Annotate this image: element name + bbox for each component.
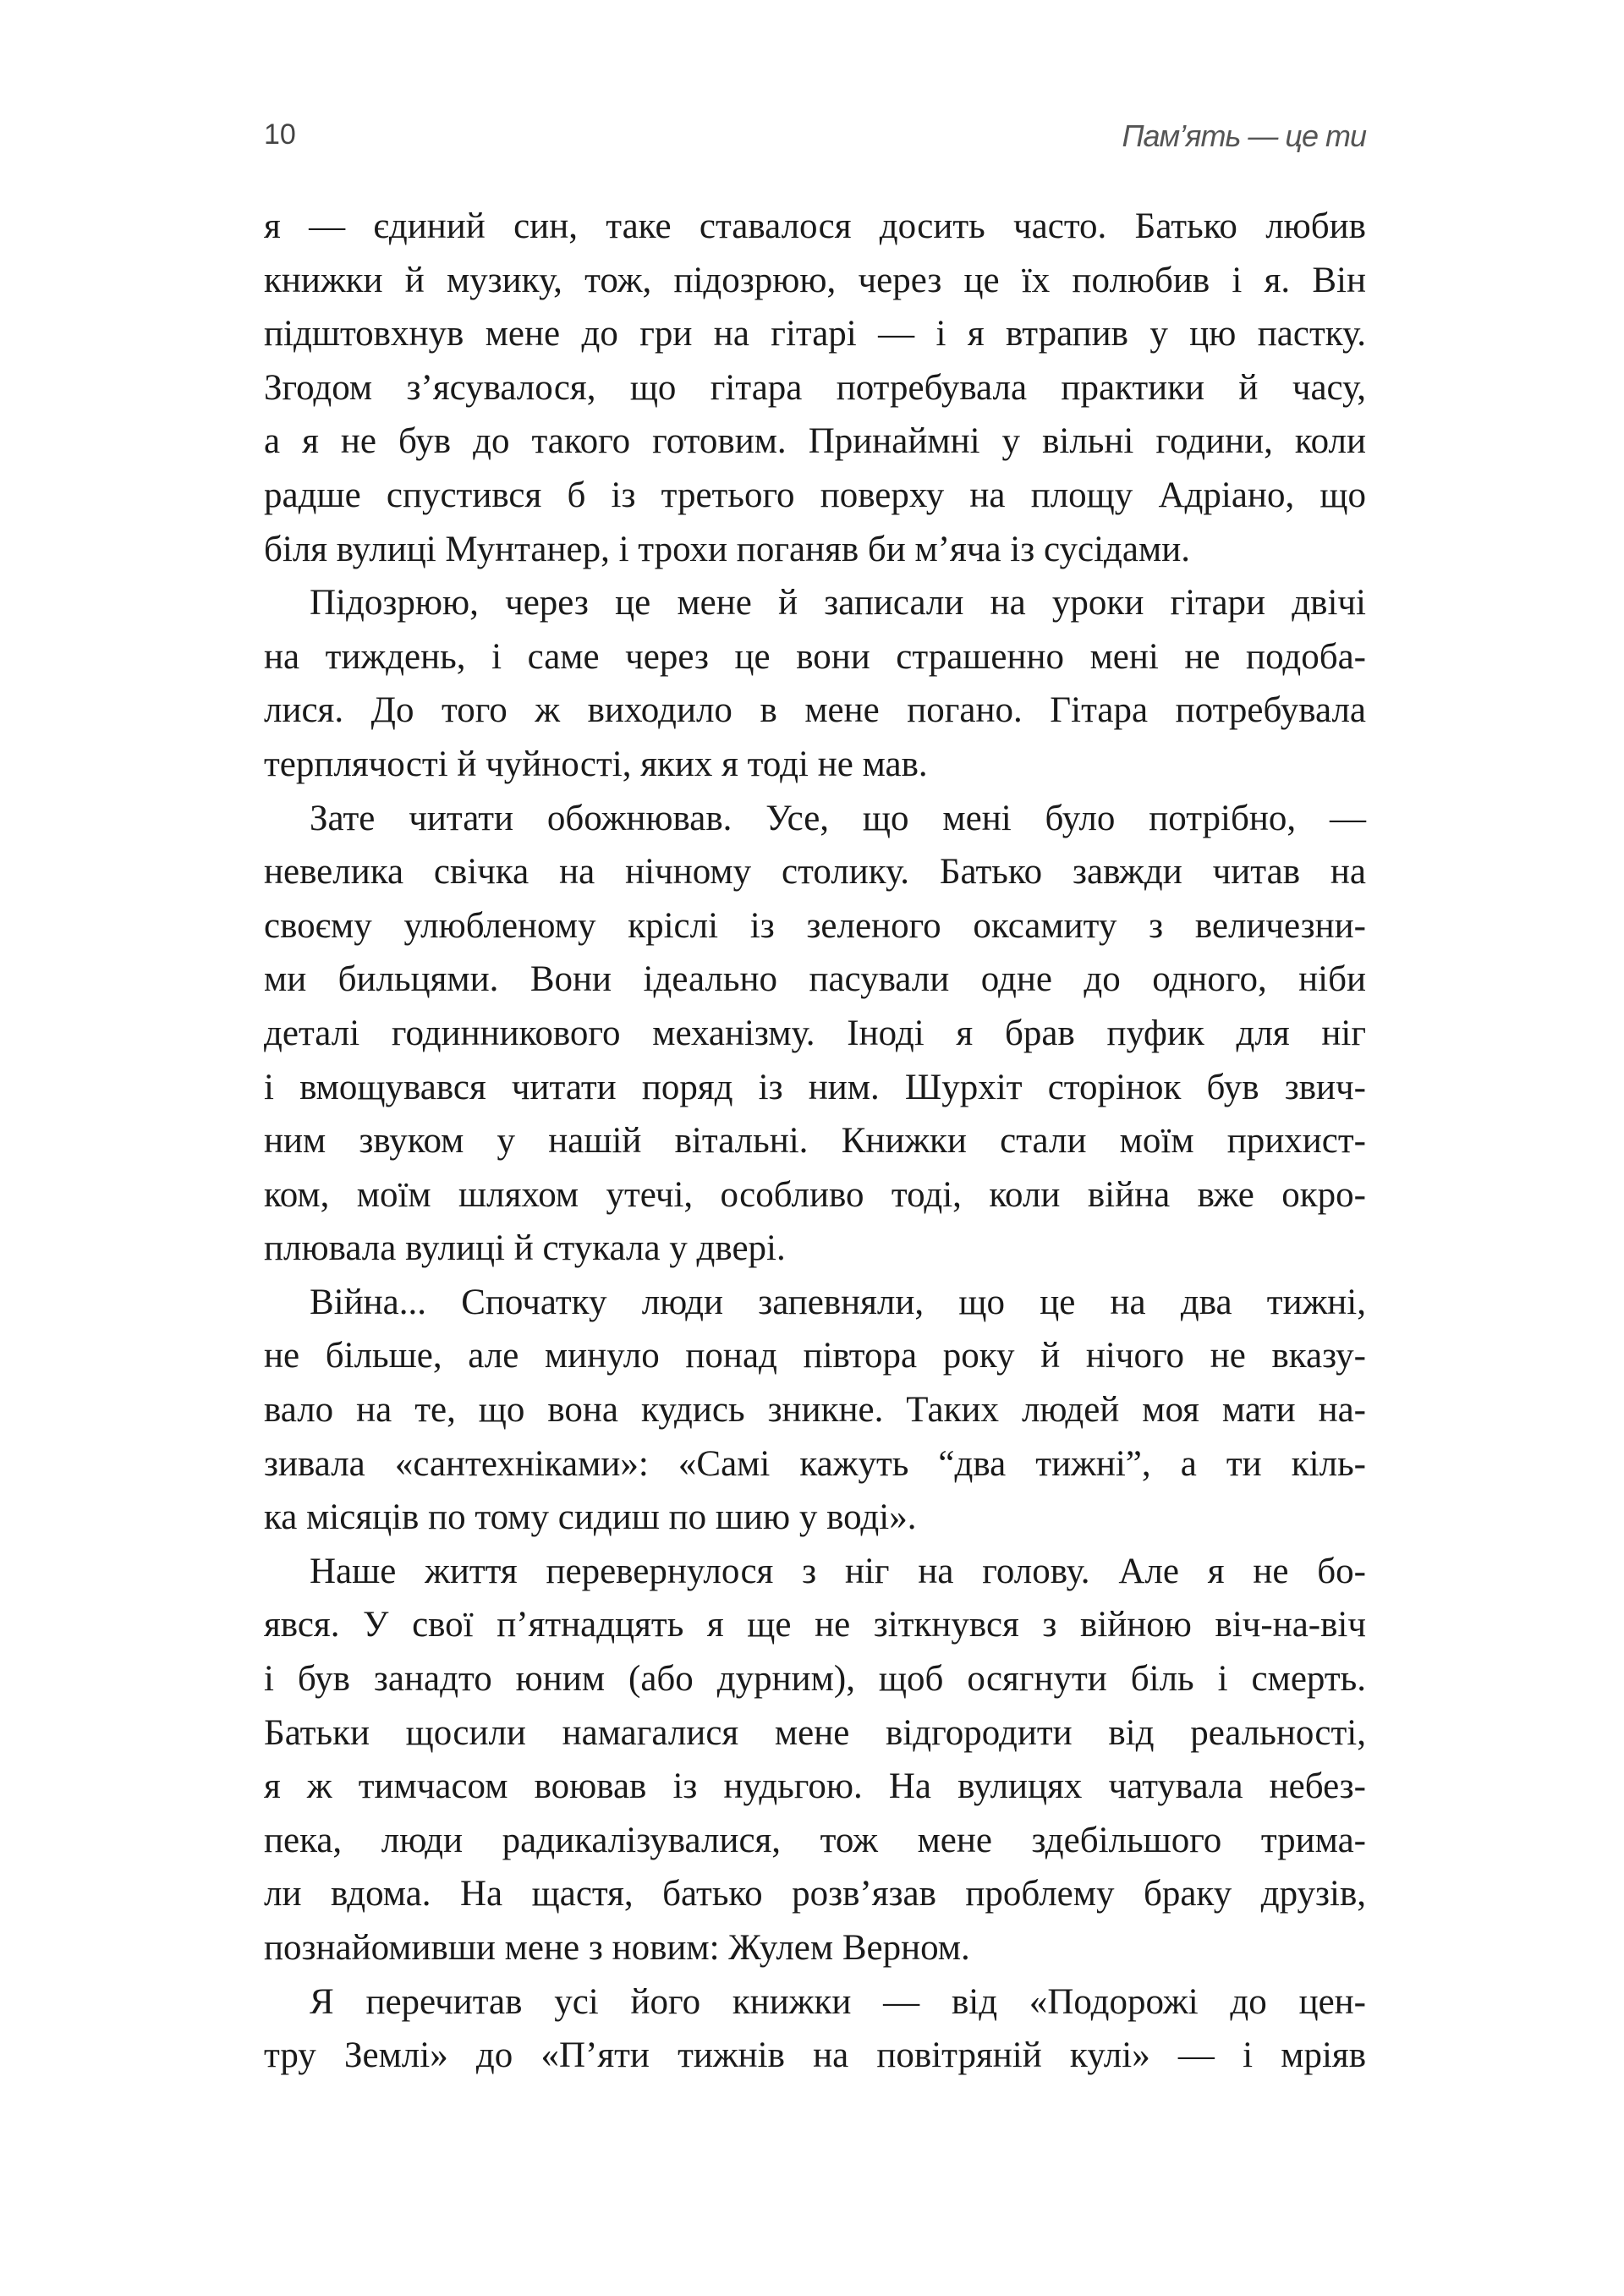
text-line: пека, люди радикалізувалися, тож мене здебільшого трима- bbox=[264, 1820, 1366, 1860]
text-line: я — єдиний син, таке ставалося досить часто. Батько любив bbox=[264, 206, 1366, 246]
page-body-text bbox=[264, 200, 1366, 2083]
text-line: Згодом з’ясувалося, що гітара потребувала практики й часу, bbox=[264, 367, 1366, 408]
text-line: ка місяців по тому сидиш по шию у воді». bbox=[264, 1497, 917, 1538]
text-line: зивала «сантехніками»: «Самі кажуть “два тижні”, а ти кіль- bbox=[264, 1443, 1366, 1484]
text-line: вало на те, що вона кудись зникне. Таких людей моя мати на- bbox=[264, 1390, 1366, 1431]
text-line: і вмощувався читати поряд із ним. Шурхіт сторінок був звич- bbox=[264, 1067, 1366, 1107]
text-line: Наше життя перевернулося з ніг на голову. Але я не бо- bbox=[310, 1551, 1366, 1591]
text-line: невелика свічка на нічному столику. Батько завжди читав на bbox=[264, 852, 1366, 893]
text-line: Батьки щосили намагалися мене відгородити від реальності, bbox=[264, 1712, 1366, 1753]
text-line: Я перечитав усі його книжки — від «Подорожі до цен- bbox=[310, 1981, 1366, 2022]
page-number: 10 bbox=[264, 118, 296, 151]
text-line: Підозрюю, через це мене й записали на уроки гітари двічі bbox=[310, 583, 1366, 623]
text-line: не більше, але минуло понад півтора року й нічого не вказу- bbox=[264, 1336, 1366, 1376]
text-line: на тиждень, і саме через це вони страшенно мені не подоба- bbox=[264, 636, 1366, 677]
text-line: ли вдома. На щастя, батько розв’язав проблему браку друзів, bbox=[264, 1874, 1366, 1914]
text-line: ком, моїм шляхом утечі, особливо тоді, коли війна вже окро- bbox=[264, 1174, 1366, 1215]
text-line: біля вулиці Мунтанер, і трохи поганяв би м’яча із сусідами. bbox=[264, 529, 1190, 569]
text-line: книжки й музику, тож, підозрюю, через це їх полюбив і я. Він bbox=[264, 260, 1366, 300]
text-line: радше спустився б із третього поверху на площу Адріано, що bbox=[264, 475, 1366, 515]
text-line: і був занадто юним (або дурним), щоб осягнути біль і смерть. bbox=[264, 1659, 1366, 1700]
text-line: Війна... Спочатку люди запевняли, що це на два тижні, bbox=[310, 1282, 1366, 1322]
text-line: познайомивши мене з новим: Жулем Верном. bbox=[264, 1928, 970, 1968]
running-title: Пам’ять — це ти bbox=[1122, 118, 1366, 153]
text-line: лися. До того ж виходило в мене погано. Гітара потребувала bbox=[264, 690, 1366, 731]
text-line: ним звуком у нашій вітальні. Книжки стали моїм прихист- bbox=[264, 1121, 1366, 1162]
text-line: я ж тимчасом воював із нудьгою. На вулицях чатувала небез- bbox=[264, 1766, 1366, 1807]
text-line: тру Землі» до «П’яти тижнів на повітряній кулі» — і мріяв bbox=[264, 2035, 1366, 2076]
text-line: а я не був до такого готовим. Принаймні у вільні години, коли bbox=[264, 421, 1366, 462]
text-line: Зате читати обожнював. Усе, що мені було потрібно, — bbox=[310, 798, 1366, 838]
text-line: ми бильцями. Вони ідеально пасували одне до одного, ніби bbox=[264, 959, 1366, 1000]
text-line: плювала вулиці й стукала у двері. bbox=[264, 1228, 786, 1269]
running-header bbox=[264, 118, 1366, 161]
text-line: деталі годинникового механізму. Іноді я брав пуфик для ніг bbox=[264, 1013, 1366, 1053]
text-line: терплячості й чуйності, яких я тоді не мав. bbox=[264, 744, 928, 784]
text-line: явся. У свої п’ятнадцять я ще не зіткнувся з війною віч-на-віч bbox=[264, 1605, 1366, 1645]
text-line: своєму улюбленому кріслі із зеленого оксамиту з величезни- bbox=[264, 905, 1366, 946]
text-line: підштовхнув мене до гри на гітарі — і я втрапив у цю пастку. bbox=[264, 314, 1366, 354]
